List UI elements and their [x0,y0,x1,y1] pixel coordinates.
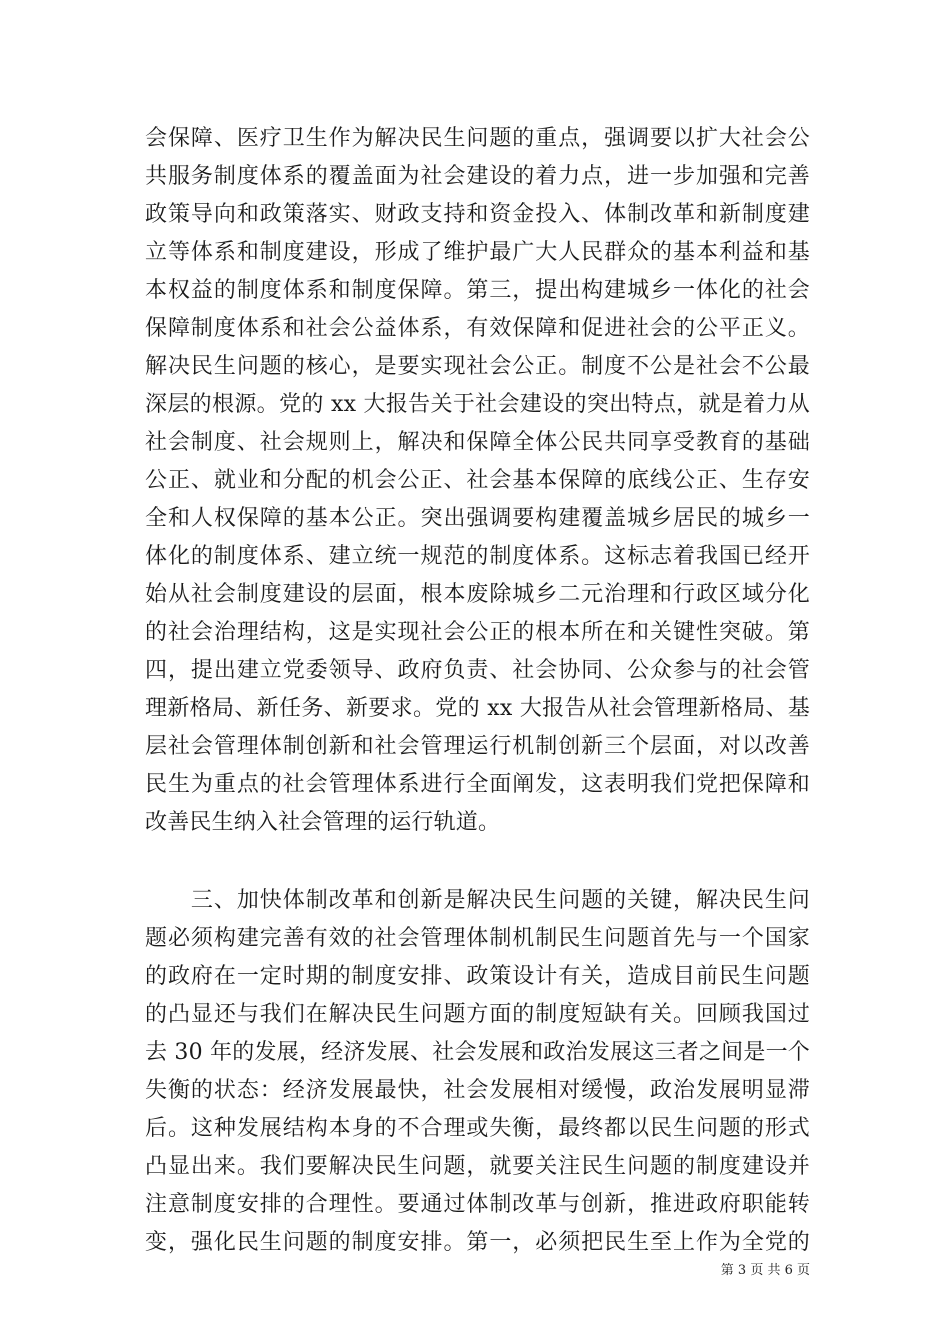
text-line: 民生为重点的社会管理体系进行全面阐发，这表明我们党把保障和 [145,772,810,797]
paragraph-2 [145,882,810,1262]
text-line: 变，强化民生问题的制度安排。第一，必须把民生至上作为全党的 [145,1230,810,1255]
text-line: 保障制度体系和社会公益体系，有效保障和促进社会的公平正义。 [145,316,810,341]
text-line: 政策导向和政策落实、财政支持和资金投入、体制改革和新制度建 [145,202,810,227]
text-line: 的社会治理结构，这是实现社会公正的根本所在和关键性突破。第 [145,620,810,645]
text-line: 的政府在一定时期的制度安排、政策设计有关，造成目前民生问题 [145,964,810,989]
text-line: 失衡的状态：经济发展最快，社会发展相对缓慢，政治发展明显滞 [145,1078,810,1103]
text-line: 深层的根源。党的 xx 大报告关于社会建设的突出特点，就是着力从 [145,392,810,417]
page-number: 第 3 页 共 6 页 [720,1263,810,1278]
text-line: 后。这种发展结构本身的不合理或失衡，最终都以民生问题的形式 [145,1116,810,1141]
text-line: 本权益的制度体系和制度保障。第三，提出构建城乡一体化的社会 [145,278,810,303]
text-line: 始从社会制度建设的层面，根本废除城乡二元治理和行政区域分化 [145,582,810,607]
paragraph-1 [145,120,810,842]
text-line: 解决民生问题的核心，是要实现社会公正。制度不公是社会不公最 [145,354,810,379]
text-line: 去 30 年的发展，经济发展、社会发展和政治发展这三者之间是一个 [145,1040,810,1065]
text-line: 改善民生纳入社会管理的运行轨道。 [145,810,501,835]
text-line: 共服务制度体系的覆盖面为社会建设的着力点，进一步加强和完善 [145,164,810,189]
text-line: 理新格局、新任务、新要求。党的 xx 大报告从社会管理新格局、基 [145,696,810,721]
text-line: 凸显出来。我们要解决民生问题，就要关注民生问题的制度建设并 [145,1154,810,1179]
text-line: 立等体系和制度建设，形成了维护最广大人民群众的基本利益和基 [145,240,810,265]
text-line: 会保障、医疗卫生作为解决民生问题的重点，强调要以扩大社会公 [145,126,810,151]
text-line: 层社会管理体制创新和社会管理运行机制创新三个层面，对以改善 [145,734,810,759]
text-line: 四，提出建立党委领导、政府负责、社会协同、公众参与的社会管 [145,658,810,683]
text-line: 体化的制度体系、建立统一规范的制度体系。这标志着我国已经开 [145,544,810,569]
text-line: 公正、就业和分配的机会公正、社会基本保障的底线公正、生存安 [145,468,810,493]
text-line: 三、加快体制改革和创新是解决民生问题的关键，解决民生问 [145,888,810,913]
text-line: 注意制度安排的合理性。要通过体制改革与创新，推进政府职能转 [145,1192,810,1217]
text-line: 全和人权保障的基本公正。突出强调要构建覆盖城乡居民的城乡一 [145,506,810,531]
text-line: 的凸显还与我们在解决民生问题方面的制度短缺有关。回顾我国过 [145,1002,810,1027]
text-line: 社会制度、社会规则上，解决和保障全体公民共同享受教育的基础 [145,430,810,455]
text-line: 题必须构建完善有效的社会管理体制机制民生问题首先与一个国家 [145,926,810,951]
